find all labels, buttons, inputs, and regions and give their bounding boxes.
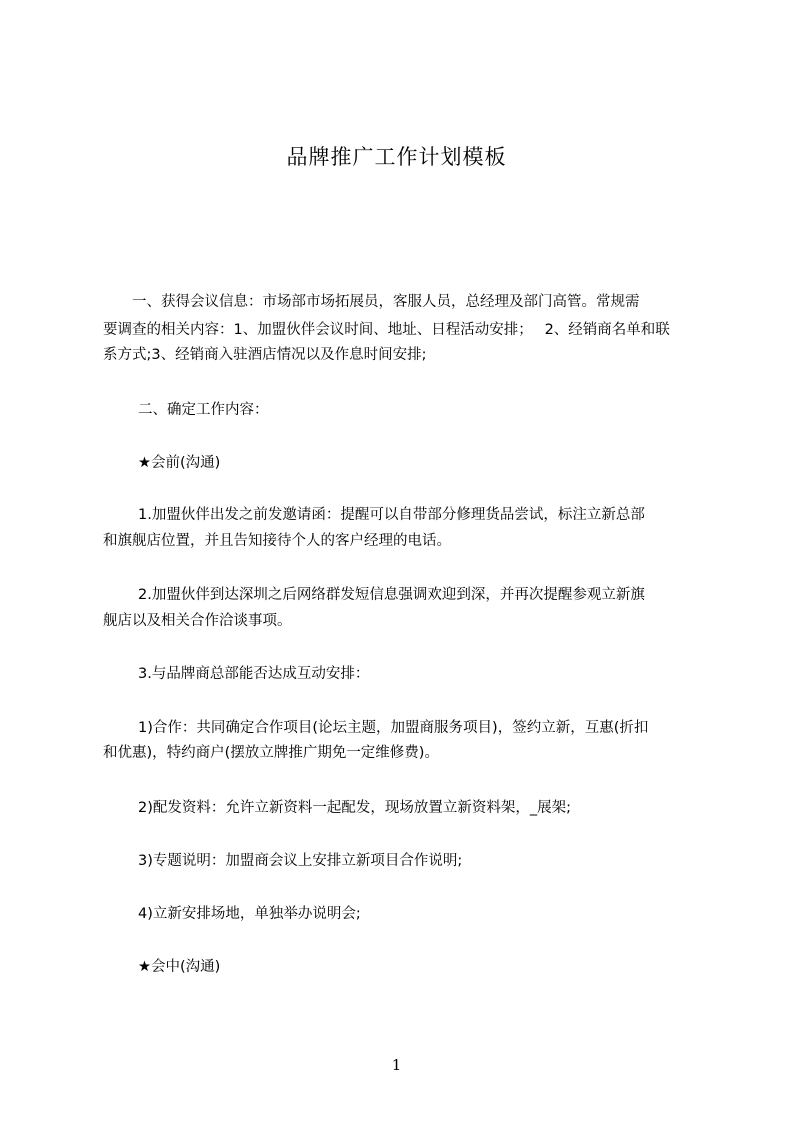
section-2-heading: 二、确定工作内容： bbox=[138, 402, 269, 418]
item-2-line-2: 舰店以及相关合作洽谈事项。 bbox=[103, 613, 292, 629]
sub-item-2: 2)配发资料：允许立新资料一起配发，现场放置立新资料架，_展架; bbox=[138, 800, 572, 816]
item-2-line-1: 2.加盟伙伴到达深圳之后网络群发短信息强调欢迎到深，并再次提醒参观立新旗 bbox=[138, 587, 645, 603]
document-title: 品牌推广工作计划模板 bbox=[286, 145, 507, 169]
section-1-line-3: 系方式;3、经销商入驻酒店情况以及作息时间安排; bbox=[103, 347, 427, 363]
pre-meeting-heading: ★会前(沟通) bbox=[138, 455, 221, 471]
sub-item-1-line-1: 1)合作：共同确定合作项目(论坛主题，加盟商服务项目)，签约立新，互惠(折扣 bbox=[138, 720, 649, 736]
item-3: 3.与品牌商总部能否达成互动安排： bbox=[138, 666, 370, 682]
item-1-line-2: 和旗舰店位置，并且告知接待个人的客户经理的电话。 bbox=[103, 533, 451, 549]
mid-meeting-heading: ★会中(沟通) bbox=[138, 959, 221, 975]
sub-item-1-line-2: 和优惠)，特约商户(摆放立牌推广期免一定维修费)。 bbox=[103, 745, 439, 761]
item-1-line-1: 1.加盟伙伴出发之前发邀请函：提醒可以自带部分修理货品尝试，标注立新总部 bbox=[138, 507, 645, 523]
sub-item-4: 4)立新安排场地，单独举办说明会; bbox=[138, 906, 361, 922]
page-number: 1 bbox=[391, 1056, 402, 1074]
sub-item-3: 3)专题说明：加盟商会议上安排立新项目合作说明; bbox=[138, 853, 463, 869]
section-1-line-2: 要调查的相关内容：1、加盟伙伴会议时间、地址、日程活动安排； 2、经销商名单和联 bbox=[103, 322, 670, 338]
section-1-line-1: 一、获得会议信息：市场部市场拓展员，客服人员，总经理及部门高管。常规需 bbox=[132, 294, 640, 310]
